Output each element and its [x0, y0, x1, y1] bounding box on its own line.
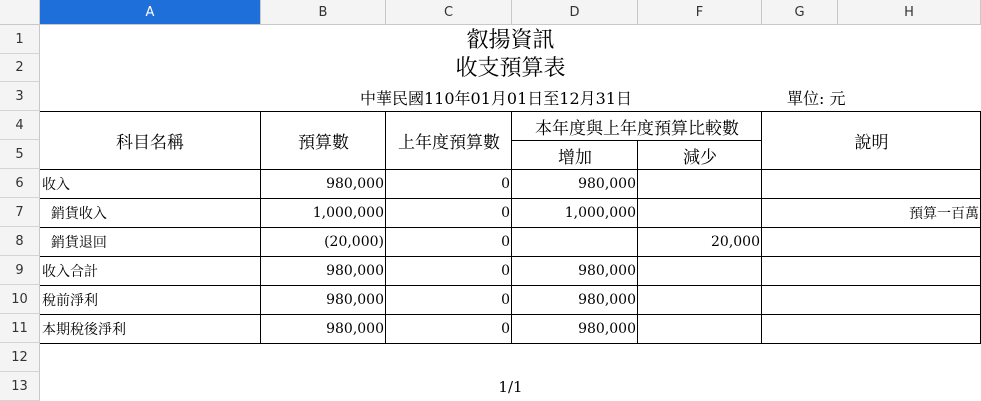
row-item-pretax-profit[interactable]: 稅前淨利 [42, 293, 98, 309]
unit-label: 單位: 元 [787, 89, 846, 108]
column-header-a[interactable]: A [40, 0, 261, 25]
column-header-f[interactable]: F [638, 0, 762, 25]
row-budget[interactable]: 1,000,000 [312, 205, 384, 221]
row-increase[interactable]: 980,000 [578, 263, 636, 279]
row-decrease[interactable] [638, 199, 762, 227]
row-note[interactable] [762, 228, 981, 256]
row-budget[interactable]: 980,000 [326, 292, 384, 308]
row-increase[interactable]: 1,000,000 [564, 205, 636, 221]
row-last-year[interactable]: 0 [501, 292, 510, 308]
row-header-1[interactable]: 1 [0, 25, 40, 54]
row-header-2[interactable]: 2 [0, 54, 40, 82]
row-increase[interactable]: 980,000 [578, 176, 636, 192]
row-budget[interactable]: 980,000 [326, 263, 384, 279]
page-number: 1/1 [498, 377, 523, 396]
row-note[interactable] [762, 170, 981, 198]
row-budget[interactable]: 980,000 [326, 321, 384, 337]
header-decrease[interactable]: 減少 [683, 147, 717, 168]
select-all-corner[interactable] [0, 0, 40, 25]
row-last-year[interactable]: 0 [501, 234, 510, 250]
row-header-11[interactable]: 11 [0, 314, 40, 343]
column-header-b[interactable]: B [261, 0, 386, 25]
company-title: 叡揚資訊 [466, 28, 555, 53]
header-increase[interactable]: 增加 [558, 147, 592, 168]
row-header-13[interactable]: 13 [0, 372, 40, 401]
row-header-3[interactable]: 3 [0, 82, 40, 111]
row-header-8[interactable]: 8 [0, 227, 40, 256]
row-note[interactable]: 預算一百萬 [909, 206, 979, 222]
row-last-year[interactable]: 0 [501, 321, 510, 337]
row-decrease[interactable] [638, 286, 762, 314]
row-header-6[interactable]: 6 [0, 169, 40, 198]
row-header-12[interactable]: 12 [0, 343, 40, 372]
row-header-5[interactable]: 5 [0, 140, 40, 169]
row-last-year[interactable]: 0 [501, 205, 510, 221]
row-budget[interactable]: (20,000) [324, 234, 384, 250]
row-budget[interactable]: 980,000 [326, 176, 384, 192]
header-last-year-budget[interactable]: 上年度預算數 [398, 133, 500, 153]
header-item-name[interactable]: 科目名稱 [116, 133, 184, 153]
row-increase[interactable] [512, 228, 638, 256]
column-header-c[interactable]: C [386, 0, 512, 25]
row-increase[interactable]: 980,000 [578, 292, 636, 308]
column-header-g[interactable]: G [762, 0, 838, 25]
column-header-h[interactable]: H [838, 0, 981, 25]
row-note[interactable] [762, 257, 981, 285]
row-item-sales-revenue[interactable]: 銷貨收入 [42, 206, 107, 222]
report-title: 收支預算表 [455, 56, 566, 81]
row-item-net-profit[interactable]: 本期稅後淨利 [42, 322, 126, 338]
row-header-9[interactable]: 9 [0, 256, 40, 285]
row-decrease[interactable] [638, 315, 762, 343]
row-last-year[interactable]: 0 [501, 176, 510, 192]
row-note[interactable] [762, 286, 981, 314]
row-header-7[interactable]: 7 [0, 198, 40, 227]
row-increase[interactable]: 980,000 [578, 321, 636, 337]
row-decrease[interactable]: 20,000 [711, 234, 760, 250]
report-period: 中華民國110年01月01日至12月31日 [360, 89, 632, 108]
row-item-income-total[interactable]: 收入合計 [42, 264, 98, 280]
row-decrease[interactable] [638, 257, 762, 285]
row-item-income[interactable]: 收入 [42, 177, 70, 193]
header-note[interactable]: 說明 [854, 133, 889, 153]
column-header-d[interactable]: D [512, 0, 638, 25]
row-header-4[interactable]: 4 [0, 111, 40, 140]
header-budget[interactable]: 預算數 [298, 133, 349, 153]
row-note[interactable] [762, 315, 981, 343]
header-comparison[interactable]: 本年度與上年度預算比較數 [535, 118, 739, 139]
row-header-10[interactable]: 10 [0, 285, 40, 314]
row-decrease[interactable] [638, 170, 762, 198]
row-last-year[interactable]: 0 [501, 263, 510, 279]
row-item-sales-returns[interactable]: 銷貨退回 [42, 235, 107, 251]
